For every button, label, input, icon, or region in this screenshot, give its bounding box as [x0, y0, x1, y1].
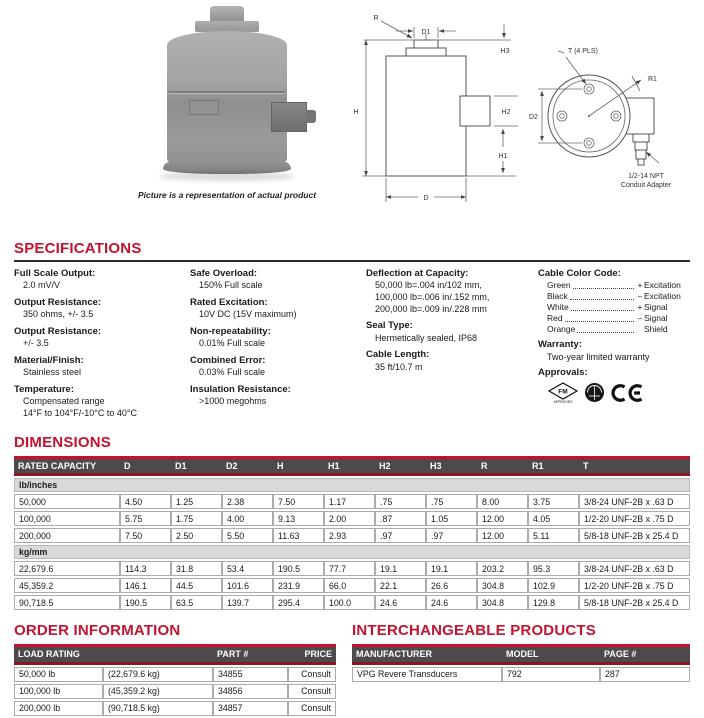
spec-item — [190, 268, 366, 292]
interchangeable-products-title: INTERCHANGEABLE PRODUCTS — [352, 622, 596, 640]
table-cell: 2.00 — [324, 511, 375, 526]
canister-junction-box — [271, 102, 307, 132]
dimensions-section — [0, 434, 704, 613]
cable-color-code-label: Cable Color Code: — [538, 268, 621, 279]
table-cell: 8.00 — [477, 494, 528, 509]
table-cell: 45,359.2 — [14, 578, 120, 593]
dim-label-t: T (4 PLS) — [568, 48, 598, 55]
column-header: D — [120, 456, 171, 477]
dimensions-table-header — [14, 456, 690, 477]
table-row — [14, 561, 690, 576]
table-cell: 3/8-24 UNF-2B x .63 D — [579, 561, 690, 576]
spec-label: Deflection at Capacity: — [366, 268, 469, 279]
table-cell: 190.5 — [120, 595, 171, 610]
cable-color: Green — [547, 280, 571, 291]
table-cell: 5/8-18 UNF-2B x 25.4 D — [579, 595, 690, 610]
column-header: H1 — [324, 456, 375, 477]
spec-label: Safe Overload: — [190, 268, 258, 279]
table-cell: 12.00 — [477, 511, 528, 526]
table-cell: 1.17 — [324, 494, 375, 509]
table-cell: 7.50 — [120, 528, 171, 543]
spec-item — [14, 384, 190, 420]
spec-value: 50,000 lb=.004 in/102 mm, — [375, 280, 482, 291]
table-cell: 90,718.5 — [14, 595, 120, 610]
dim-label-h3: H3 — [500, 48, 510, 55]
cable-leader — [565, 321, 634, 322]
spec-item — [190, 384, 366, 408]
spec-item — [190, 297, 366, 321]
table-cell: 5.50 — [222, 528, 273, 543]
specifications-title: SPECIFICATIONS — [14, 240, 142, 257]
unit-label: kg/mm — [14, 545, 690, 559]
table-cell: 100,000 lb — [14, 684, 103, 699]
column-header: RATED CAPACITY — [14, 456, 120, 477]
table-cell: 34857 — [213, 701, 288, 716]
specifications-divider — [14, 260, 690, 262]
dim-label-h: H — [353, 109, 359, 116]
cable-signal: Excitation — [644, 291, 681, 302]
spec-label: Output Resistance: — [14, 326, 102, 338]
product-photo — [118, 6, 336, 206]
spec-label: Combined Error: — [190, 355, 266, 367]
table-cell: 22,679.6 — [14, 561, 120, 576]
table-cell: 2.38 — [222, 494, 273, 509]
table-row — [14, 684, 336, 699]
table-cell: 190.5 — [273, 561, 324, 576]
canister-seam — [169, 91, 285, 94]
table-row — [14, 511, 690, 526]
warranty-label: Warranty: — [538, 339, 582, 351]
table-cell: 129.8 — [528, 595, 579, 610]
cable-color: Orange — [547, 324, 576, 335]
cable-leader — [577, 332, 634, 333]
table-cell: (90,718.5 kg) — [103, 701, 213, 716]
dimensions-lb-rows — [14, 494, 690, 543]
spec-item — [14, 326, 190, 350]
cable-color-row — [547, 313, 690, 324]
table-cell: 100,000 — [14, 511, 120, 526]
spec-item — [366, 349, 538, 373]
spec-item — [190, 326, 366, 350]
cable-sign: + — [637, 302, 643, 313]
table-cell: 139.7 — [222, 595, 273, 610]
table-cell: 1.75 — [171, 511, 222, 526]
column-header: MANUFACTURER — [352, 644, 502, 665]
bottom-tables — [0, 622, 704, 718]
dim-label-r: R — [373, 15, 379, 22]
table-cell: (22,679.6 kg) — [103, 667, 213, 682]
spec-value: 350 ohms, +/- 3.5 — [23, 309, 94, 320]
column-header: D1 — [171, 456, 222, 477]
table-cell: 31.8 — [171, 561, 222, 576]
cable-leader — [571, 310, 634, 311]
table-cell: 2.93 — [324, 528, 375, 543]
table-cell: .75 — [426, 494, 477, 509]
dim-label-d1: D1 — [421, 29, 431, 36]
spec-item — [366, 268, 538, 315]
spec-label: Insulation Resistance: — [190, 384, 291, 396]
spec-value: 150% Full scale — [199, 280, 263, 291]
spec-column-2 — [190, 268, 366, 425]
spec-label: Output Resistance: — [14, 297, 102, 309]
svg-text:FM: FM — [558, 388, 568, 396]
spec-value: 14°F to 104°F/-10°C to 40°C — [23, 408, 137, 419]
dim-label-d: D — [423, 195, 429, 202]
dimensions-table — [14, 454, 690, 613]
cable-leader — [573, 288, 634, 289]
table-cell: 9.13 — [273, 511, 324, 526]
column-header: R — [477, 456, 528, 477]
warranty-value: Two-year limited warranty — [547, 351, 650, 362]
cable-sign: – — [637, 291, 643, 302]
cable-color: Red — [547, 313, 563, 324]
approvals-label: Approvals: — [538, 367, 588, 379]
table-cell: Consult — [288, 667, 336, 682]
cable-color-row — [547, 291, 690, 302]
table-cell: 5.11 — [528, 528, 579, 543]
table-cell: 12.00 — [477, 528, 528, 543]
specifications-section — [0, 240, 704, 425]
fm-approved-icon — [547, 382, 579, 404]
table-cell: 24.6 — [375, 595, 426, 610]
canister-body — [167, 31, 287, 169]
table-cell: 24.6 — [426, 595, 477, 610]
spec-value: 35 ft/10.7 m — [375, 361, 423, 372]
cable-sign: + — [637, 280, 643, 291]
table-cell: .97 — [375, 528, 426, 543]
side-view-drawing — [348, 0, 528, 222]
table-cell: 200,000 lb — [14, 701, 103, 716]
conduit-note-line1: 1/2-14 NPT — [628, 173, 664, 180]
table-cell: 304.8 — [477, 578, 528, 593]
spec-item — [190, 355, 366, 379]
cable-color-row — [547, 280, 690, 291]
table-row — [14, 578, 690, 593]
table-cell: 95.3 — [528, 561, 579, 576]
spec-column-4 — [538, 268, 690, 425]
table-cell: 63.5 — [171, 595, 222, 610]
table-cell: 792 — [502, 667, 600, 682]
table-cell: 50,000 lb — [14, 667, 103, 682]
table-cell: .75 — [375, 494, 426, 509]
dim-label-h1: H1 — [498, 153, 508, 160]
conduit-note-line2: Conduit Adapter — [620, 182, 672, 189]
table-cell: 1.25 — [171, 494, 222, 509]
table-row — [14, 494, 690, 509]
table-cell: 295.4 — [273, 595, 324, 610]
column-header: H2 — [375, 456, 426, 477]
column-header: R1 — [528, 456, 579, 477]
column-header: PAGE # — [600, 644, 690, 665]
table-cell: 19.1 — [375, 561, 426, 576]
table-cell: 4.50 — [120, 494, 171, 509]
svg-text:APPROVED: APPROVED — [553, 399, 573, 404]
table-cell: (45,359.2 kg) — [103, 684, 213, 699]
interchangeable-table-header — [352, 644, 690, 665]
table-cell: 4.00 — [222, 511, 273, 526]
cable-color-code-list — [538, 280, 690, 335]
cable-signal: Signal — [644, 313, 668, 324]
table-cell: 4.05 — [528, 511, 579, 526]
spec-label: Seal Type: — [366, 320, 413, 332]
column-header: D2 — [222, 456, 273, 477]
table-cell: 3/8-24 UNF-2B x .63 D — [579, 494, 690, 509]
unit-subheader — [14, 545, 690, 559]
order-table-rows — [14, 667, 336, 716]
round-seal-icon — [584, 382, 605, 403]
spec-item — [14, 297, 190, 321]
load-cell-canister-image — [167, 6, 287, 182]
photo-caption: Picture is a representation of actual product — [137, 190, 317, 200]
table-cell: VPG Revere Transducers — [352, 667, 502, 682]
dimensions-kg-rows — [14, 561, 690, 610]
spec-value: +/- 3.5 — [23, 338, 49, 349]
interchangeable-table-rows — [352, 667, 690, 682]
spec-item — [14, 355, 190, 379]
table-cell: 19.1 — [426, 561, 477, 576]
table-cell: 101.6 — [222, 578, 273, 593]
canister-nameplate — [189, 100, 219, 115]
spec-item — [366, 320, 538, 344]
column-header: PRICE — [288, 644, 336, 665]
table-cell: 5/8-18 UNF-2B x 25.4 D — [579, 528, 690, 543]
table-cell: 2.50 — [171, 528, 222, 543]
table-cell: 102.9 — [528, 578, 579, 593]
canister-shadow — [159, 172, 295, 181]
column-header: T — [579, 456, 690, 477]
spec-value: Compensated range — [23, 396, 105, 407]
spec-value: >1000 megohms — [199, 396, 267, 407]
table-cell: 3.75 — [528, 494, 579, 509]
table-cell: 77.7 — [324, 561, 375, 576]
table-cell: 114.3 — [120, 561, 171, 576]
table-cell: 287 — [600, 667, 690, 682]
dim-label-r1: R1 — [648, 76, 657, 83]
spec-label: Temperature: — [14, 384, 75, 396]
interchangeable-products-section — [352, 622, 690, 718]
table-cell: 34855 — [213, 667, 288, 682]
column-header: H — [273, 456, 324, 477]
spec-value: 2.0 mV/V — [23, 280, 61, 291]
table-cell: 26.6 — [426, 578, 477, 593]
approvals-logos — [538, 382, 690, 404]
table-cell: 231.9 — [273, 578, 324, 593]
table-cell: 100.0 — [324, 595, 375, 610]
table-row — [352, 667, 690, 682]
bottom-view-drawing — [528, 0, 704, 222]
column-header: PART # — [213, 644, 288, 665]
spec-value: 100,000 lb=.006 in/.152 mm, — [375, 292, 490, 303]
table-cell: 203.2 — [477, 561, 528, 576]
spec-value: Hermetically sealed, IP68 — [375, 332, 478, 343]
table-cell: 200,000 — [14, 528, 120, 543]
table-cell: .87 — [375, 511, 426, 526]
cable-sign: – — [637, 313, 643, 324]
table-cell: 1/2-20 UNF-2B x .75 D — [579, 578, 690, 593]
table-cell: 50,000 — [14, 494, 120, 509]
cable-color: Black — [547, 291, 568, 302]
cable-signal: Signal — [644, 302, 668, 313]
table-row — [14, 595, 690, 610]
spec-value: 10V DC (15V maximum) — [199, 309, 297, 320]
table-cell: Consult — [288, 684, 336, 699]
spec-value: 200,000 lb=.009 in/.228 mm — [375, 303, 487, 314]
cable-leader — [570, 299, 634, 300]
column-header: MODEL — [502, 644, 600, 665]
unit-subheader — [14, 478, 690, 492]
ce-mark-icon — [610, 383, 646, 403]
cable-color-row — [547, 302, 690, 313]
spec-label: Material/Finish: — [14, 355, 84, 367]
dimensions-title: DIMENSIONS — [14, 433, 112, 451]
cable-signal: Shield — [644, 324, 668, 335]
spec-item — [14, 268, 190, 292]
table-cell: 146.1 — [120, 578, 171, 593]
table-cell: 11.63 — [273, 528, 324, 543]
spec-label: Non-repeatability: — [190, 326, 271, 338]
interchangeable-products-table — [352, 642, 690, 684]
table-cell: 34856 — [213, 684, 288, 699]
table-cell: 7.50 — [273, 494, 324, 509]
spec-value: 0.03% Full scale — [199, 367, 266, 378]
dim-label-h2: H2 — [501, 109, 511, 116]
unit-label: lb/inches — [14, 478, 690, 492]
order-information-section — [14, 622, 336, 718]
table-cell: 5.75 — [120, 511, 171, 526]
top-section — [0, 0, 704, 230]
spec-column-1 — [14, 268, 190, 425]
table-cell: 1/2-20 UNF-2B x .75 D — [579, 511, 690, 526]
cable-signal: Excitation — [644, 280, 681, 291]
table-cell: 44.5 — [171, 578, 222, 593]
table-cell: 1.05 — [426, 511, 477, 526]
order-information-title: ORDER INFORMATION — [14, 622, 181, 640]
cable-color: White — [547, 302, 569, 313]
spec-column-3 — [366, 268, 538, 425]
canister-cable-gland — [306, 110, 316, 123]
dim-label-d2: D2 — [529, 114, 538, 121]
table-cell: .97 — [426, 528, 477, 543]
table-row — [14, 528, 690, 543]
table-row — [14, 701, 336, 716]
order-table-header — [14, 644, 336, 665]
order-information-table — [14, 642, 336, 718]
spec-label: Rated Excitation: — [190, 297, 268, 309]
column-header: LOAD RATING — [14, 644, 213, 665]
table-cell: 22.1 — [375, 578, 426, 593]
table-cell: Consult — [288, 701, 336, 716]
spec-value: Stainless steel — [23, 367, 82, 378]
spec-label: Cable Length: — [366, 349, 430, 361]
spec-value: 0.01% Full scale — [199, 338, 266, 349]
table-cell: 304.8 — [477, 595, 528, 610]
column-header: H3 — [426, 456, 477, 477]
table-cell: 53.4 — [222, 561, 273, 576]
table-cell: 66.0 — [324, 578, 375, 593]
spec-label: Full Scale Output: — [14, 268, 96, 279]
table-row — [14, 667, 336, 682]
cable-color-row — [547, 324, 690, 335]
